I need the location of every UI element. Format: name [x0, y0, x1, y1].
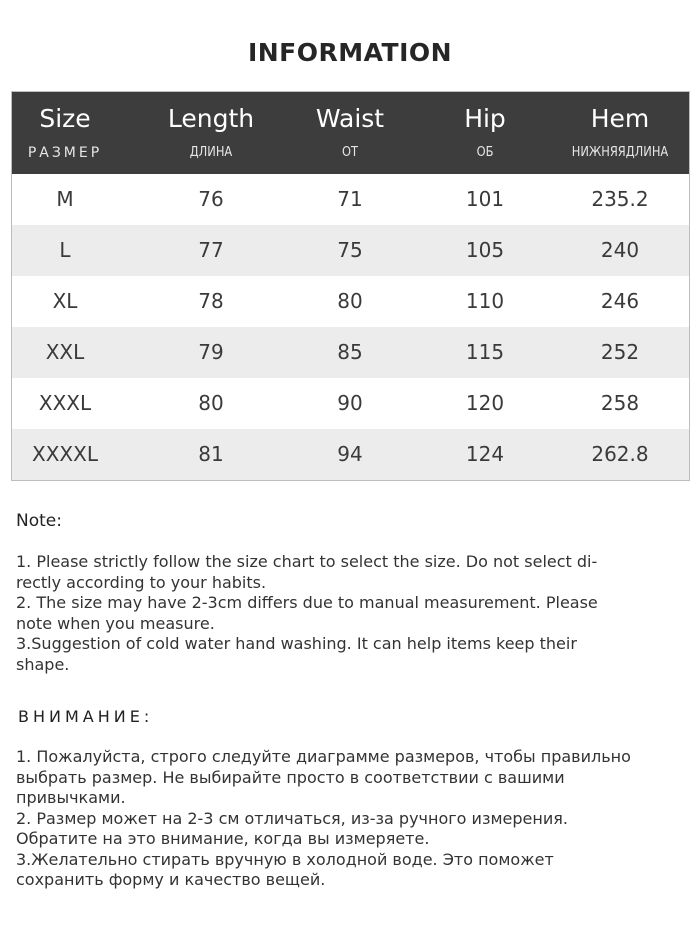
cell-hem: 246 [600, 289, 640, 313]
table-row [12, 174, 689, 225]
cell-length: 81 [198, 442, 224, 466]
note-line: 2. The size may have 2-3cm differs due to manual measurement. Please [16, 593, 598, 612]
header-hip [420, 92, 550, 174]
header-hem [550, 92, 690, 174]
header-length [142, 92, 280, 174]
header-sublabel: ДЛИНА [189, 145, 233, 160]
cell-length: 79 [198, 340, 224, 364]
header-label: Hip [464, 104, 506, 133]
header-label: Waist [315, 104, 385, 133]
cell-hip: 124 [465, 442, 505, 466]
cell-hip: 120 [465, 391, 505, 415]
cell-size: M [56, 187, 74, 211]
cell-hip: 101 [465, 187, 505, 211]
cell-hip: 105 [465, 238, 505, 262]
cell-size: XXL [45, 340, 85, 364]
cell-waist: 94 [337, 442, 363, 466]
table-row [12, 225, 689, 276]
cell-hem: 262.8 [591, 442, 649, 466]
table-header [12, 92, 689, 174]
header-size [12, 92, 118, 174]
attention-line: выбрать размер. Не выбирайте просто в соответствии с вашими [16, 767, 565, 787]
cell-size: XXXL [38, 391, 92, 415]
cell-waist: 71 [337, 187, 363, 211]
cell-length: 76 [198, 187, 224, 211]
cell-hip: 115 [465, 340, 505, 364]
table-row [12, 429, 689, 480]
cell-size: XL [52, 289, 78, 313]
attention-line: 1. Пожалуйста, строго следуйте диаграмме размеров, чтобы правильно [16, 747, 631, 766]
header-sublabel: ОТ [341, 145, 359, 160]
attention-text [16, 747, 691, 891]
note-text [16, 552, 691, 675]
cell-length: 77 [198, 238, 224, 262]
header-sublabel: РАЗМЕР [27, 145, 103, 161]
note-line: rectly according to your habits. [16, 572, 267, 592]
header-sublabel: НИЖНЯЯДЛИНА [571, 145, 669, 160]
header-label: Length [167, 104, 255, 133]
cell-hem: 252 [600, 340, 640, 364]
note-title: Note: [16, 511, 62, 531]
cell-hem: 240 [600, 238, 640, 262]
cell-hem: 235.2 [591, 187, 649, 211]
page-title: INFORMATION [247, 38, 453, 67]
cell-size: XXXXL [32, 442, 98, 466]
cell-hem: 258 [600, 391, 640, 415]
note-line: 3.Suggestion of cold water hand washing. It can help items keep their [16, 634, 577, 653]
table-row [12, 378, 689, 429]
header-sublabel: ОБ [476, 145, 494, 160]
table-row [12, 276, 689, 327]
header-waist [280, 92, 420, 174]
cell-length: 78 [198, 289, 224, 313]
cell-length: 80 [198, 391, 224, 415]
attention-line: 3.Желательно стирать вручную в холодной воде. Это поможет [16, 849, 554, 869]
header-label: Size [39, 104, 91, 133]
attention-line: 2. Размер может на 2-3 см отличаться, из-за ручного измерения. [16, 808, 568, 828]
size-chart-table [11, 91, 690, 481]
attention-line: Обратите на это внимание, когда вы измеряете. [16, 829, 430, 848]
note-line: shape. [16, 654, 70, 674]
cell-waist: 85 [337, 340, 363, 364]
attention-line: привычками. [16, 788, 126, 807]
cell-hip: 110 [465, 289, 505, 313]
header-label: Hem [590, 104, 650, 133]
attention-title: ВНИМАНИЕ: [18, 707, 154, 726]
cell-waist: 90 [337, 391, 363, 415]
table-row [12, 327, 689, 378]
note-line: note when you measure. [16, 613, 215, 633]
attention-line: сохранить форму и качество вещей. [16, 870, 326, 889]
note-line: 1. Please strictly follow the size chart to select the size. Do not select di- [16, 552, 598, 571]
cell-waist: 80 [337, 289, 363, 313]
cell-waist: 75 [337, 238, 363, 262]
cell-size: L [59, 238, 71, 262]
